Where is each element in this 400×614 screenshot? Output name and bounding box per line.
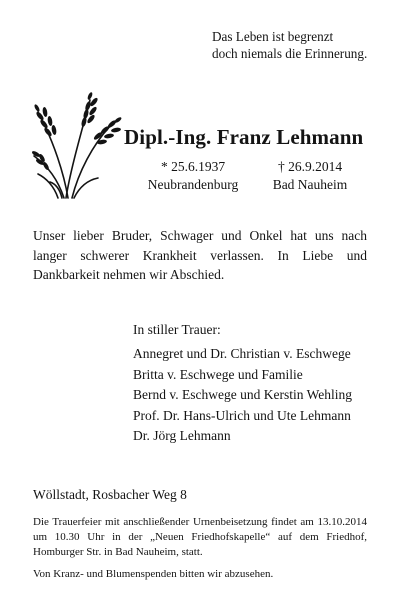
motto-line-1: Das Leben ist begrenzt	[212, 29, 334, 44]
mourner-item: Bernd v. Eschwege und Kerstin Wehling	[133, 387, 352, 402]
death-place: Bad Nauheim	[272, 177, 348, 192]
mourner-item: Prof. Dr. Hans-Ulrich und Ute Lehmann	[133, 407, 351, 423]
donation-note: Von Kranz- und Blumenspenden bitten wir abzusehen.	[33, 568, 274, 580]
birth-place: Neubrandenburg	[147, 177, 239, 192]
mourners-list	[133, 344, 352, 447]
death-date: † 26.9.2014	[277, 159, 343, 174]
ceremony-text: Die Trauerfeier mit anschließender Urnenbeisetzung findet am 13.10.2014 um 10.30 Uhr in der „Neuen Friedhofskapelle“ auf dem Friedhof, Homburger Str. in Bad Nauheim, statt.	[33, 516, 367, 558]
address: Wöllstadt, Rosbacher Weg 8	[33, 487, 187, 502]
motto-line-2: doch niemals die Erinnerung.	[212, 46, 368, 61]
mourners-title: In stiller Trauer:	[133, 322, 221, 337]
intro-text: Unser lieber Bruder, Schwager und Onkel hat uns nach langer schwerer Krankheit verlassen. In Liebe und Dankbarkeit nehmen wir Abschied.	[33, 228, 367, 282]
mourner-item: Annegret und Dr. Christian v. Eschwege	[133, 346, 351, 361]
birth-date: * 25.6.1937	[160, 159, 226, 174]
death-block	[255, 158, 365, 194]
mourner-item: Dr. Jörg Lehmann	[133, 428, 231, 443]
birth-block	[138, 158, 248, 194]
deceased-name: Dipl.-Ing. Franz Lehmann	[124, 125, 364, 149]
motto	[212, 28, 392, 62]
wheat-ears-icon	[28, 82, 128, 200]
mourner-item: Britta v. Eschwege und Familie	[133, 366, 303, 382]
